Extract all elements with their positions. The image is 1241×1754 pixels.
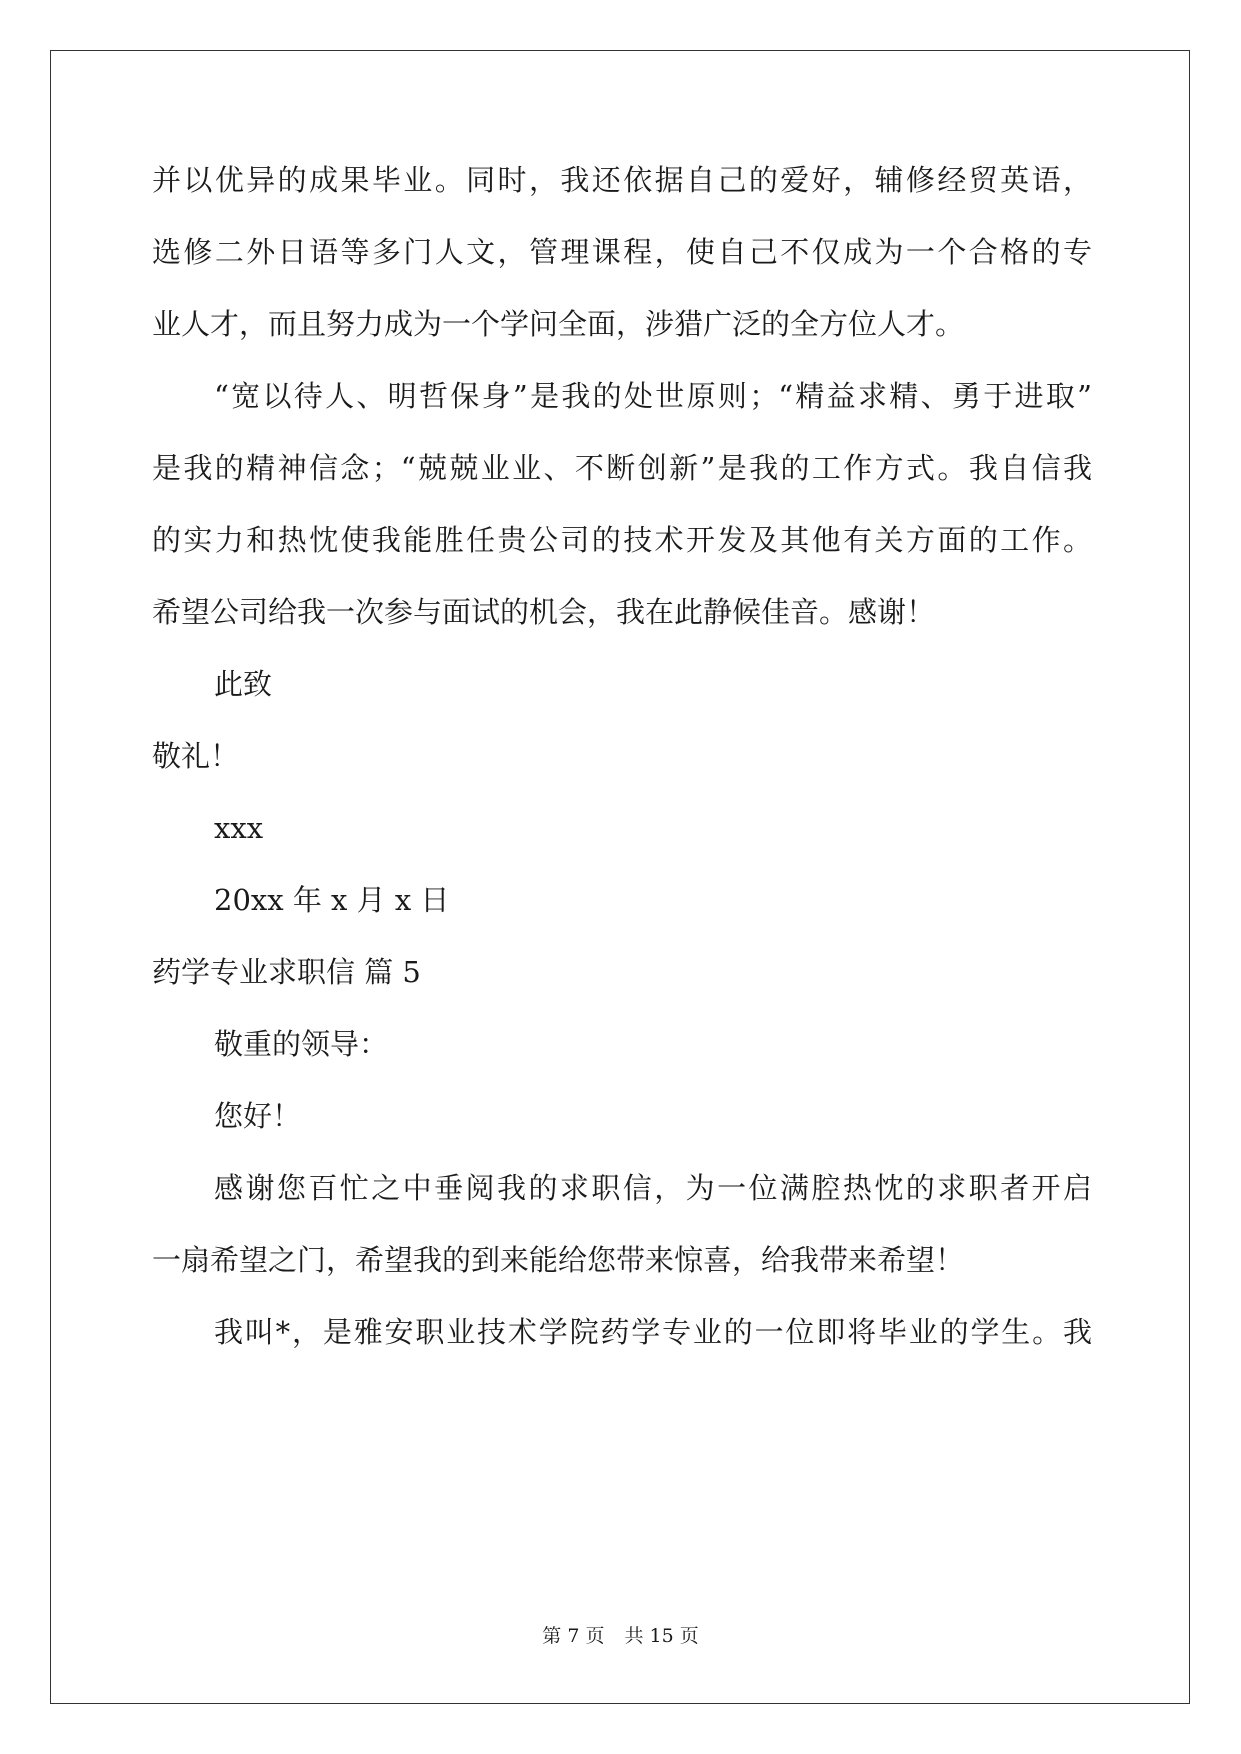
page-footer [0,1624,1241,1648]
paragraph-line: 一扇希望之门，希望我的到来能给您带来惊喜，给我带来希望！ [152,1243,965,1277]
paragraph-line: 业人才，而且努力成为一个学问全面，涉猎广泛的全方位人才。 [152,307,965,341]
page-frame [50,50,1190,1704]
letter-hello: 您好！ [214,1099,302,1133]
page-number-current: 第 7 页 [542,1625,605,1647]
page-number-total: 共 15 页 [624,1625,699,1647]
letter-greeting: 敬重的领导： [214,1027,389,1061]
paragraph-line: 感谢您百忙之中垂阅我的求职信，为一位满腔热忱的求职者开启 [214,1171,1092,1205]
paragraph-line: 的实力和热忱使我能胜任贵公司的技术开发及其他有关方面的工作。 [152,523,1092,557]
paragraph-line: “宽以待人、明哲保身”是我的处世原则；“精益求精、勇于进取” [214,379,1092,413]
signature-date: 20xx 年 x 月 x 日 [214,883,450,917]
paragraph-line: 选修二外日语等多门人文，管理课程，使自己不仅成为一个合格的专 [152,235,1092,269]
section-title: 药学专业求职信 篇 5 [152,955,421,989]
paragraph-line: 希望公司给我一次参与面试的机会，我在此静候佳音。感谢！ [152,595,936,629]
closing-salutation: 此致 [214,667,273,701]
signature-name: xxx [214,811,264,845]
paragraph-line: 并以优异的成果毕业。同时，我还依据自己的爱好，辅修经贸英语， [152,163,1092,197]
closing-regards: 敬礼！ [152,739,240,773]
paragraph-line: 我叫*，是雅安职业技术学院药学专业的一位即将毕业的学生。我 [214,1315,1092,1349]
paragraph-line: 是我的精神信念；“兢兢业业、不断创新”是我的工作方式。我自信我 [152,451,1092,485]
